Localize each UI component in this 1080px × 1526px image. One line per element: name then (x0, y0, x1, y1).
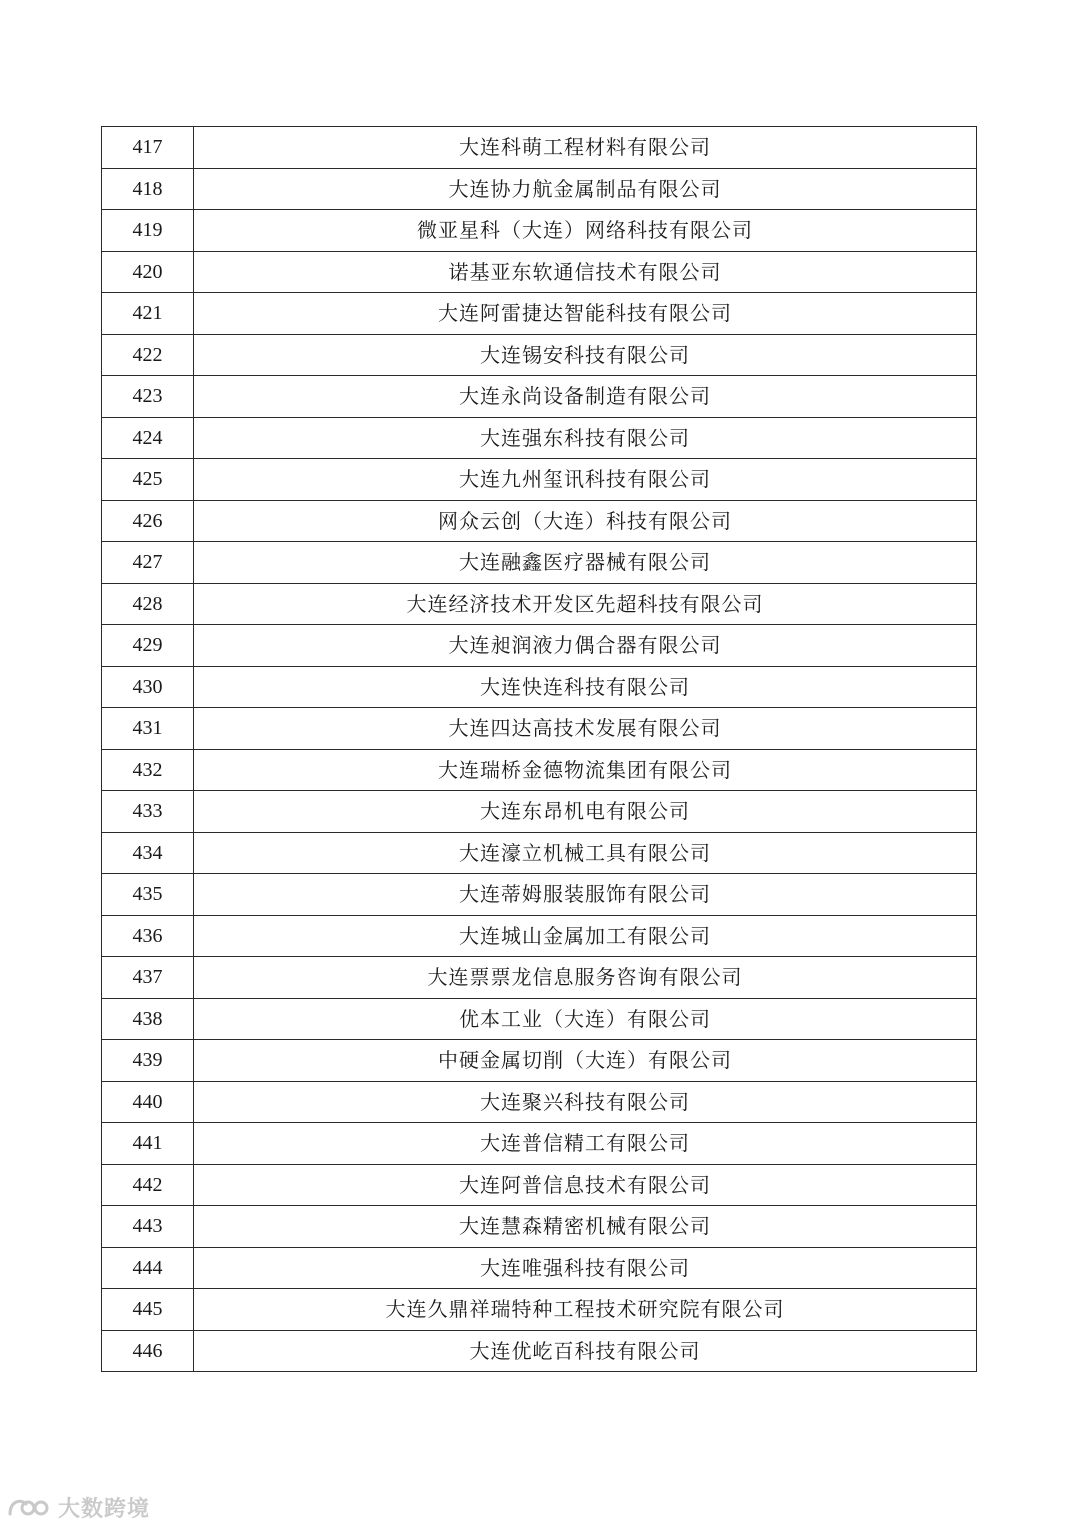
table-row (102, 542, 977, 584)
row-number: 424 (102, 417, 194, 459)
row-number: 429 (102, 625, 194, 667)
table-row (102, 1123, 977, 1165)
company-name: 大连永尚设备制造有限公司 (194, 376, 977, 418)
table-row (102, 998, 977, 1040)
company-name: 大连九州玺讯科技有限公司 (194, 459, 977, 501)
table-row (102, 1206, 977, 1248)
row-number: 436 (102, 915, 194, 957)
row-number: 417 (102, 127, 194, 169)
row-number: 434 (102, 832, 194, 874)
row-number: 430 (102, 666, 194, 708)
table-row (102, 666, 977, 708)
company-name: 大连锡安科技有限公司 (194, 334, 977, 376)
row-number: 431 (102, 708, 194, 750)
table-row (102, 583, 977, 625)
company-name: 大连融鑫医疗器械有限公司 (194, 542, 977, 584)
table-row (102, 957, 977, 999)
row-number: 428 (102, 583, 194, 625)
table-row (102, 1081, 977, 1123)
table-row (102, 251, 977, 293)
row-number: 440 (102, 1081, 194, 1123)
row-number: 438 (102, 998, 194, 1040)
row-number: 433 (102, 791, 194, 833)
row-number: 425 (102, 459, 194, 501)
table-row (102, 791, 977, 833)
table-row (102, 708, 977, 750)
row-number: 446 (102, 1330, 194, 1372)
row-number: 427 (102, 542, 194, 584)
row-number: 423 (102, 376, 194, 418)
table-body (102, 127, 977, 1372)
row-number: 435 (102, 874, 194, 916)
company-name: 大连优屹百科技有限公司 (194, 1330, 977, 1372)
company-name: 大连四达高技术发展有限公司 (194, 708, 977, 750)
row-number: 418 (102, 168, 194, 210)
row-number: 441 (102, 1123, 194, 1165)
row-number: 437 (102, 957, 194, 999)
company-name: 诺基亚东软通信技术有限公司 (194, 251, 977, 293)
company-name: 大连阿普信息技术有限公司 (194, 1164, 977, 1206)
company-name: 大连协力航金属制品有限公司 (194, 168, 977, 210)
row-number: 420 (102, 251, 194, 293)
row-number: 422 (102, 334, 194, 376)
company-name: 中硬金属切削（大连）有限公司 (194, 1040, 977, 1082)
company-name: 大连快连科技有限公司 (194, 666, 977, 708)
table-row (102, 915, 977, 957)
row-number: 443 (102, 1206, 194, 1248)
table-row (102, 832, 977, 874)
company-name: 大连久鼎祥瑞特种工程技术研究院有限公司 (194, 1289, 977, 1331)
company-name: 大连蒂姆服装服饰有限公司 (194, 874, 977, 916)
company-name: 大连经济技术开发区先超科技有限公司 (194, 583, 977, 625)
table-row (102, 1289, 977, 1331)
row-number: 444 (102, 1247, 194, 1289)
table-row (102, 1164, 977, 1206)
table-row (102, 1330, 977, 1372)
company-name: 大连唯强科技有限公司 (194, 1247, 977, 1289)
table-row (102, 168, 977, 210)
table-row (102, 293, 977, 335)
row-number: 432 (102, 749, 194, 791)
watermark-text: 大数跨境 (58, 1496, 151, 1522)
watermark (6, 1492, 150, 1522)
company-name: 大连城山金属加工有限公司 (194, 915, 977, 957)
company-name: 大连东昂机电有限公司 (194, 791, 977, 833)
company-name: 大连聚兴科技有限公司 (194, 1081, 977, 1123)
table-row (102, 874, 977, 916)
row-number: 442 (102, 1164, 194, 1206)
company-list-table (101, 126, 977, 1372)
table-row (102, 625, 977, 667)
row-number: 421 (102, 293, 194, 335)
table-row (102, 417, 977, 459)
row-number: 426 (102, 500, 194, 542)
table-row (102, 334, 977, 376)
brand-logo-icon (6, 1494, 50, 1520)
company-name: 大连票票龙信息服务咨询有限公司 (194, 957, 977, 999)
table-row (102, 210, 977, 252)
company-name: 大连科萌工程材料有限公司 (194, 127, 977, 169)
company-name: 大连瑞桥金德物流集团有限公司 (194, 749, 977, 791)
company-name: 微亚星科（大连）网络科技有限公司 (194, 210, 977, 252)
table-row (102, 376, 977, 418)
table-row (102, 127, 977, 169)
table-row (102, 1247, 977, 1289)
row-number: 445 (102, 1289, 194, 1331)
table-row (102, 749, 977, 791)
company-name: 大连普信精工有限公司 (194, 1123, 977, 1165)
company-name: 大连昶润液力偶合器有限公司 (194, 625, 977, 667)
row-number: 419 (102, 210, 194, 252)
table-row (102, 1040, 977, 1082)
table-row (102, 500, 977, 542)
row-number: 439 (102, 1040, 194, 1082)
company-name: 大连慧森精密机械有限公司 (194, 1206, 977, 1248)
company-name: 网众云创（大连）科技有限公司 (194, 500, 977, 542)
table-row (102, 459, 977, 501)
company-name: 大连濠立机械工具有限公司 (194, 832, 977, 874)
company-name: 大连阿雷捷达智能科技有限公司 (194, 293, 977, 335)
company-name: 大连强东科技有限公司 (194, 417, 977, 459)
company-name: 优本工业（大连）有限公司 (194, 998, 977, 1040)
